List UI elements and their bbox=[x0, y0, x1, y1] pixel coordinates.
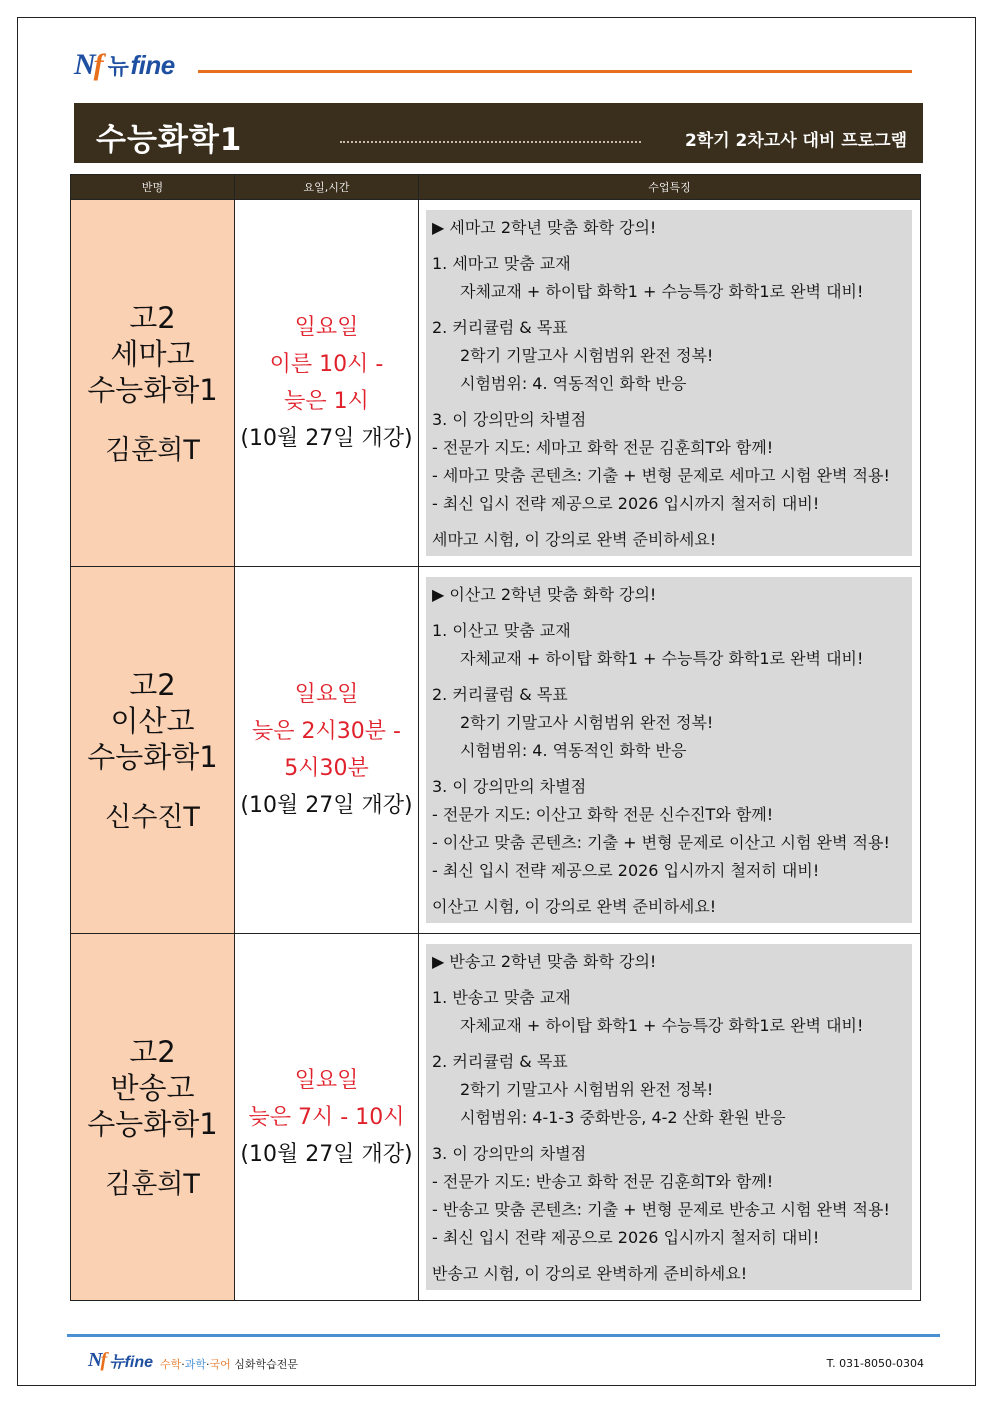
feature-line: 3. 이 강의만의 차별점 bbox=[432, 410, 587, 429]
feature-line: 자체교재 + 하이탑 화학1 + 수능특강 화학1로 완벽 대비! bbox=[460, 1016, 864, 1035]
feature-line: 이산고 시험, 이 강의로 완벽 준비하세요! bbox=[432, 897, 717, 916]
class-time-cell bbox=[235, 567, 419, 934]
feature-line: ▶ 반송고 2학년 맞춤 화학 강의! bbox=[432, 952, 657, 971]
class-school: 세마고 bbox=[110, 336, 195, 371]
title-leader-dots bbox=[340, 141, 641, 143]
logo-mark: Nf bbox=[74, 48, 102, 81]
feature-line: 1. 이산고 맞춤 교재 bbox=[432, 621, 571, 640]
feature-line: 자체교재 + 하이탑 화학1 + 수능특강 화학1로 완벽 대비! bbox=[460, 282, 864, 301]
feature-line: 시험범위: 4. 역동적인 화학 반응 bbox=[460, 374, 687, 393]
feature-line: 세마고 시험, 이 강의로 완벽 준비하세요! bbox=[432, 530, 717, 549]
class-course: 수능화학1 bbox=[87, 372, 218, 407]
class-teacher: 김훈희T bbox=[105, 434, 200, 466]
feature-line: 자체교재 + 하이탑 화학1 + 수능특강 화학1로 완벽 대비! bbox=[460, 649, 864, 668]
table-row bbox=[71, 200, 921, 567]
feature-line: - 이산고 맞춤 콘텐츠: 기출 + 변형 문제로 이산고 시험 완벽 적용! bbox=[432, 833, 890, 852]
table-row bbox=[71, 567, 921, 934]
brand-logo bbox=[74, 48, 175, 82]
class-grade: 고2 bbox=[129, 667, 176, 702]
class-open-date: (10월 27일 개강) bbox=[240, 1141, 413, 1167]
features-box bbox=[426, 944, 912, 1290]
col-header-class: 반명 bbox=[71, 175, 235, 200]
feature-line: - 최신 입시 전략 제공으로 2026 입시까지 철저히 대비! bbox=[432, 494, 820, 513]
feature-line: 1. 세마고 맞춤 교재 bbox=[432, 254, 571, 273]
class-school: 이산고 bbox=[110, 703, 195, 738]
feature-line: ▶ 세마고 2학년 맞춤 화학 강의! bbox=[432, 218, 657, 237]
class-features-cell bbox=[419, 567, 921, 934]
logo-text: 뉴fine bbox=[107, 49, 175, 80]
class-time-start: 이른 10시 - bbox=[269, 352, 384, 377]
feature-line: 2학기 기말고사 시험범위 완전 정복! bbox=[460, 1080, 714, 1099]
feature-line: - 세마고 맞춤 콘텐츠: 기출 + 변형 문제로 세마고 시험 완벽 적용! bbox=[432, 466, 890, 485]
header-divider bbox=[198, 70, 912, 73]
class-time-start: 늦은 2시30분 - bbox=[252, 719, 401, 744]
feature-line: 시험범위: 4. 역동적인 화학 반응 bbox=[460, 741, 687, 760]
class-grade: 고2 bbox=[129, 1034, 176, 1069]
class-open-date: (10월 27일 개강) bbox=[240, 426, 413, 451]
feature-line: - 최신 입시 전략 제공으로 2026 입시까지 철저히 대비! bbox=[432, 861, 820, 880]
feature-line: - 전문가 지도: 반송고 화학 전문 김훈희T와 함께! bbox=[432, 1172, 774, 1191]
class-course: 수능화학1 bbox=[87, 739, 218, 774]
class-time-end: 5시30분 bbox=[284, 756, 369, 781]
footer-phone: T. 031-8050-0304 bbox=[826, 1357, 924, 1370]
class-time-cell bbox=[235, 200, 419, 567]
class-open-date: (10월 27일 개강) bbox=[240, 793, 413, 818]
class-course: 수능화학1 bbox=[87, 1106, 218, 1141]
schedule-table bbox=[70, 174, 921, 1301]
footer-divider bbox=[67, 1334, 940, 1337]
class-time-end: 늦은 1시 bbox=[284, 389, 369, 414]
feature-line: - 전문가 지도: 세마고 화학 전문 김훈희T와 함께! bbox=[432, 438, 774, 457]
feature-line: 반송고 시험, 이 강의로 완벽하게 준비하세요! bbox=[432, 1264, 748, 1283]
feature-line: 3. 이 강의만의 차별점 bbox=[432, 1144, 587, 1163]
feature-line: ▶ 이산고 2학년 맞춤 화학 강의! bbox=[432, 585, 657, 604]
class-day: 일요일 bbox=[294, 315, 359, 340]
feature-line: 1. 반송고 맞춤 교재 bbox=[432, 988, 571, 1007]
feature-line: 시험범위: 4-1-3 중화반응, 4-2 산화 환원 반응 bbox=[460, 1108, 786, 1127]
feature-line: - 최신 입시 전략 제공으로 2026 입시까지 철저히 대비! bbox=[432, 1228, 820, 1247]
class-name-cell bbox=[71, 567, 235, 934]
class-features-cell bbox=[419, 200, 921, 567]
feature-line: 2. 커리큘럼 & 목표 bbox=[432, 685, 568, 704]
footer-logo: Nf 뉴fine bbox=[88, 1349, 154, 1371]
class-grade: 고2 bbox=[129, 300, 176, 335]
feature-line: - 반송고 맞춤 콘텐츠: 기출 + 변형 문제로 반송고 시험 완벽 적용! bbox=[432, 1200, 890, 1219]
feature-line: 3. 이 강의만의 차별점 bbox=[432, 777, 587, 796]
footer-tagline: 수학·과학·국어 심화학습전문 bbox=[160, 1358, 299, 1371]
class-school: 반송고 bbox=[110, 1070, 195, 1105]
features-box bbox=[426, 577, 912, 923]
table-row bbox=[71, 934, 921, 1301]
feature-line: 2. 커리큘럼 & 목표 bbox=[432, 318, 568, 337]
col-header-features: 수업특징 bbox=[419, 175, 921, 200]
feature-line: 2학기 기말고사 시험범위 완전 정복! bbox=[460, 346, 714, 365]
feature-line: - 전문가 지도: 이산고 화학 전문 신수진T와 함께! bbox=[432, 805, 774, 824]
class-features-cell bbox=[419, 934, 921, 1301]
class-name-cell bbox=[71, 200, 235, 567]
page-subtitle: 2학기 2차고사 대비 프로그램 bbox=[684, 131, 907, 151]
class-time-cell bbox=[235, 934, 419, 1301]
feature-line: 2학기 기말고사 시험범위 완전 정복! bbox=[460, 713, 714, 732]
class-time-start: 늦은 7시 - 10시 bbox=[248, 1104, 405, 1130]
class-teacher: 김훈희T bbox=[105, 1168, 200, 1200]
table-header-row bbox=[71, 175, 921, 200]
class-teacher: 신수진T bbox=[105, 801, 200, 833]
page-title: 수능화학1 bbox=[96, 122, 243, 158]
class-day: 일요일 bbox=[294, 682, 359, 707]
col-header-time: 요일,시간 bbox=[235, 175, 419, 200]
class-name-cell bbox=[71, 934, 235, 1301]
class-day: 일요일 bbox=[294, 1067, 359, 1093]
features-box bbox=[426, 210, 912, 556]
title-banner bbox=[74, 103, 923, 163]
feature-line: 2. 커리큘럼 & 목표 bbox=[432, 1052, 568, 1071]
